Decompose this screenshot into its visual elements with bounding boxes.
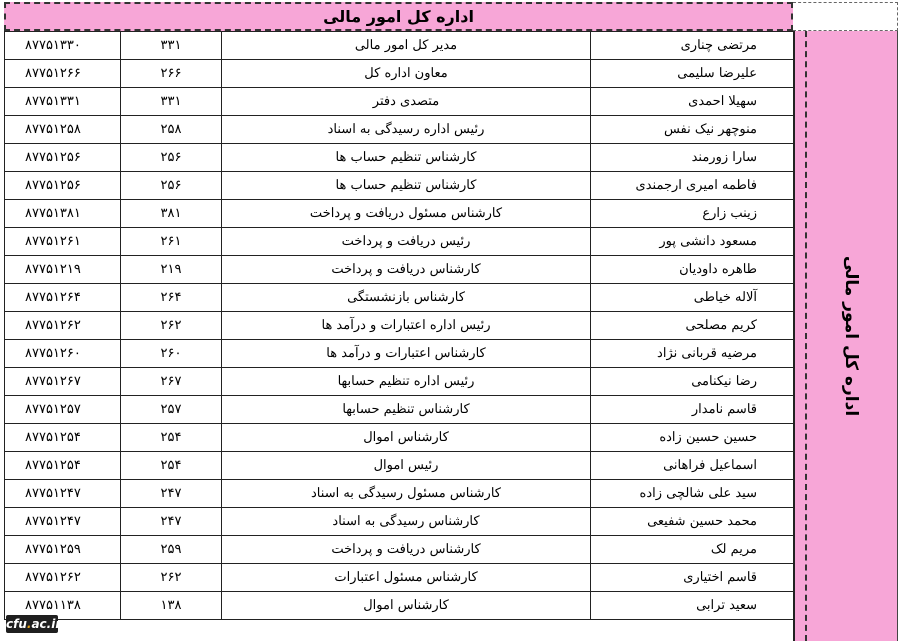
sidebar-title: اداره کل امور مالی	[841, 255, 861, 417]
name-cell: آلاله خیاطی	[591, 284, 794, 312]
job-title-cell: کارشناس تنظیم حسابها	[222, 396, 591, 424]
extension-cell: ۲۵۶	[121, 172, 222, 200]
table-row	[5, 396, 794, 424]
table-row	[5, 564, 794, 592]
name-cell: اسماعیل فراهانی	[591, 452, 794, 480]
name-cell: سارا زورمند	[591, 144, 794, 172]
phone-cell: ۸۷۷۵۱۳۳۰	[5, 32, 121, 60]
sidebar-dashed-border	[805, 31, 895, 641]
table-row	[5, 60, 794, 88]
job-title-cell: کارشناس دریافت و پرداخت	[222, 536, 591, 564]
table-row	[5, 228, 794, 256]
table-row	[5, 368, 794, 396]
name-cell: سید علی شالچی زاده	[591, 480, 794, 508]
table-row	[5, 116, 794, 144]
name-cell: مرضیه قربانی نژاد	[591, 340, 794, 368]
job-title-cell: رئیس اداره رسیدگی به اسناد	[222, 116, 591, 144]
job-title-cell: کارشناس مسئول اعتبارات	[222, 564, 591, 592]
phone-cell: ۸۷۷۵۱۳۳۱	[5, 88, 121, 116]
extension-cell: ۳۳۱	[121, 88, 222, 116]
name-cell: سهیلا احمدی	[591, 88, 794, 116]
table-row	[5, 480, 794, 508]
watermark-tld: ac.ir	[31, 617, 62, 631]
name-cell: مرتضی چناری	[591, 32, 794, 60]
staff-table	[4, 31, 794, 620]
job-title-cell: کارشناس بازنشستگی	[222, 284, 591, 312]
extension-cell: ۱۳۸	[121, 592, 222, 620]
phone-cell: ۸۷۷۵۱۲۵۶	[5, 172, 121, 200]
job-title-cell: معاون اداره کل	[222, 60, 591, 88]
job-title-cell: کارشناس دریافت و پرداخت	[222, 256, 591, 284]
name-cell: مسعود دانشی پور	[591, 228, 794, 256]
name-cell: فاطمه امیری ارجمندی	[591, 172, 794, 200]
extension-cell: ۲۴۷	[121, 480, 222, 508]
job-title-cell: کارشناس اموال	[222, 592, 591, 620]
phone-cell: ۸۷۷۵۱۲۵۷	[5, 396, 121, 424]
phone-cell: ۸۷۷۵۱۲۵۶	[5, 144, 121, 172]
extension-cell: ۲۶۰	[121, 340, 222, 368]
phone-cell: ۸۷۷۵۱۲۱۹	[5, 256, 121, 284]
table-row	[5, 340, 794, 368]
phone-cell: ۸۷۷۵۱۲۶۲	[5, 312, 121, 340]
watermark-dot: .	[26, 617, 32, 631]
phone-cell: ۸۷۷۵۱۲۶۱	[5, 228, 121, 256]
job-title-cell: مدیر کل امور مالی	[222, 32, 591, 60]
phone-cell: ۸۷۷۵۱۲۶۴	[5, 284, 121, 312]
extension-cell: ۲۶۱	[121, 228, 222, 256]
department-sidebar	[793, 31, 898, 641]
job-title-cell: کارشناس رسیدگی به اسناد	[222, 508, 591, 536]
extension-cell: ۳۸۱	[121, 200, 222, 228]
extension-cell: ۲۵۶	[121, 144, 222, 172]
table-row	[5, 32, 794, 60]
name-cell: قاسم نامدار	[591, 396, 794, 424]
phone-cell: ۸۷۷۵۱۲۴۷	[5, 480, 121, 508]
name-cell: قاسم اختیاری	[591, 564, 794, 592]
job-title-cell: رئیس دریافت و پرداخت	[222, 228, 591, 256]
extension-cell: ۲۵۴	[121, 424, 222, 452]
phone-cell: ۸۷۷۵۱۲۵۴	[5, 424, 121, 452]
header-row	[4, 2, 898, 31]
phone-cell: ۸۷۷۵۱۲۶۰	[5, 340, 121, 368]
extension-cell: ۲۵۴	[121, 452, 222, 480]
name-cell: محمد حسین شفیعی	[591, 508, 794, 536]
job-title-cell: کارشناس مسئول دریافت و پرداخت	[222, 200, 591, 228]
job-title-cell: رئیس اداره تنظیم حسابها	[222, 368, 591, 396]
name-cell: مریم لک	[591, 536, 794, 564]
extension-cell: ۲۶۲	[121, 312, 222, 340]
page-title: اداره کل امور مالی	[4, 2, 793, 31]
table-row	[5, 312, 794, 340]
table-row	[5, 452, 794, 480]
table-row	[5, 536, 794, 564]
job-title-cell: کارشناس تنظیم حساب ها	[222, 144, 591, 172]
corner-cell	[793, 2, 898, 31]
phone-cell: ۸۷۷۵۱۲۶۶	[5, 60, 121, 88]
extension-cell: ۲۵۹	[121, 536, 222, 564]
watermark-logo	[6, 615, 62, 633]
job-title-cell: کارشناس مسئول رسیدگی به اسناد	[222, 480, 591, 508]
phone-cell: ۸۷۷۵۱۲۶۲	[5, 564, 121, 592]
table-row	[5, 144, 794, 172]
table-row	[5, 284, 794, 312]
name-cell: زینب زارع	[591, 200, 794, 228]
extension-cell: ۲۶۶	[121, 60, 222, 88]
phone-cell: ۸۷۷۵۱۲۴۷	[5, 508, 121, 536]
job-title-cell: کارشناس اموال	[222, 424, 591, 452]
table-row	[5, 592, 794, 620]
job-title-cell: متصدی دفتر	[222, 88, 591, 116]
job-title-cell: رئیس اموال	[222, 452, 591, 480]
phone-cell: ۸۷۷۵۱۲۵۴	[5, 452, 121, 480]
name-cell: طاهره داودیان	[591, 256, 794, 284]
table-row	[5, 424, 794, 452]
phone-cell: ۸۷۷۵۱۳۸۱	[5, 200, 121, 228]
name-cell: منوچهر نیک نفس	[591, 116, 794, 144]
phone-cell: ۸۷۷۵۱۱۳۸	[5, 592, 121, 620]
extension-cell: ۲۶۷	[121, 368, 222, 396]
table-row	[5, 200, 794, 228]
staff-table-container	[4, 31, 793, 641]
job-title-cell: کارشناس اعتبارات و درآمد ها	[222, 340, 591, 368]
extension-cell: ۲۵۷	[121, 396, 222, 424]
name-cell: کریم مصلحی	[591, 312, 794, 340]
phone-cell: ۸۷۷۵۱۲۵۸	[5, 116, 121, 144]
name-cell: رضا نیکنامی	[591, 368, 794, 396]
name-cell: علیرضا سلیمی	[591, 60, 794, 88]
watermark-brand: cfu	[6, 617, 27, 631]
extension-cell: ۲۵۸	[121, 116, 222, 144]
extension-cell: ۲۶۲	[121, 564, 222, 592]
table-row	[5, 88, 794, 116]
job-title-cell: رئیس اداره اعتبارات و درآمد ها	[222, 312, 591, 340]
phone-cell: ۸۷۷۵۱۲۶۷	[5, 368, 121, 396]
name-cell: حسین حسین زاده	[591, 424, 794, 452]
job-title-cell: کارشناس تنظیم حساب ها	[222, 172, 591, 200]
staff-table-body	[5, 32, 794, 620]
table-row	[5, 256, 794, 284]
table-row	[5, 172, 794, 200]
extension-cell: ۲۶۴	[121, 284, 222, 312]
table-row	[5, 508, 794, 536]
extension-cell: ۲۱۹	[121, 256, 222, 284]
extension-cell: ۳۳۱	[121, 32, 222, 60]
name-cell: سعید ترابی	[591, 592, 794, 620]
extension-cell: ۲۴۷	[121, 508, 222, 536]
phone-cell: ۸۷۷۵۱۲۵۹	[5, 536, 121, 564]
